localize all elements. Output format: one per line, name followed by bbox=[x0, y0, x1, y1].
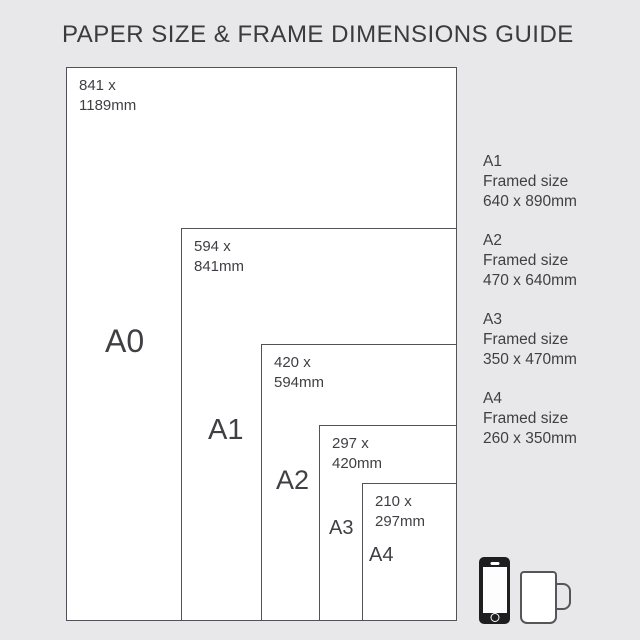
dimension-line: 594 x bbox=[194, 238, 231, 255]
framed-size-value: 260 x 350mm bbox=[483, 430, 577, 447]
dimension-line: 841 x bbox=[79, 77, 116, 94]
dimension-line: 297mm bbox=[375, 513, 426, 530]
mug-icon bbox=[520, 571, 557, 624]
framed-size-entry-a2 bbox=[483, 231, 577, 291]
dimension-line: 297 x bbox=[332, 435, 369, 452]
dimension-line: 210 x bbox=[375, 493, 412, 510]
paper-code-a3: A3 bbox=[329, 517, 354, 539]
paper-dimensions-a4 bbox=[375, 492, 425, 532]
dimension-line: 420mm bbox=[332, 455, 383, 472]
framed-size-label: Framed size bbox=[483, 331, 569, 348]
dimension-line: 594mm bbox=[274, 374, 325, 391]
framed-size-value: 640 x 890mm bbox=[483, 193, 577, 210]
paper-code-a2: A2 bbox=[276, 465, 310, 495]
dimension-line: 420 x bbox=[274, 354, 311, 371]
phone-screen bbox=[483, 567, 507, 613]
framed-size-value: 470 x 640mm bbox=[483, 272, 577, 289]
framed-size-entry-a1 bbox=[483, 152, 577, 212]
framed-size-entry-a3 bbox=[483, 310, 577, 370]
paper-code-a0: A0 bbox=[105, 323, 145, 359]
paper-dimensions-a3 bbox=[332, 434, 382, 474]
framed-size-entry-a4 bbox=[483, 389, 577, 449]
framed-size-label: Framed size bbox=[483, 252, 569, 269]
paper-dimensions-a1 bbox=[194, 237, 244, 277]
framed-size-label: Framed size bbox=[483, 410, 569, 427]
page-title: PAPER SIZE & FRAME DIMENSIONS GUIDE bbox=[62, 21, 574, 48]
paper-code-a4: A4 bbox=[369, 544, 394, 566]
smartphone-icon bbox=[479, 557, 510, 624]
framed-size-value: 350 x 470mm bbox=[483, 351, 577, 368]
phone-speaker bbox=[490, 562, 499, 565]
paper-dimensions-a2 bbox=[274, 353, 324, 393]
phone-home-button bbox=[490, 613, 499, 622]
paper-dimensions-a0 bbox=[79, 76, 136, 116]
paper-code-a1: A1 bbox=[208, 414, 244, 446]
framed-size-legend bbox=[483, 152, 577, 468]
paper-box-a4 bbox=[362, 483, 457, 621]
framed-size-label: Framed size bbox=[483, 173, 569, 190]
dimension-line: 1189mm bbox=[79, 97, 137, 114]
framed-size-code: A4 bbox=[483, 390, 502, 407]
framed-size-code: A1 bbox=[483, 153, 502, 170]
framed-size-code: A2 bbox=[483, 232, 502, 249]
dimension-line: 841mm bbox=[194, 258, 245, 275]
framed-size-code: A3 bbox=[483, 311, 502, 328]
